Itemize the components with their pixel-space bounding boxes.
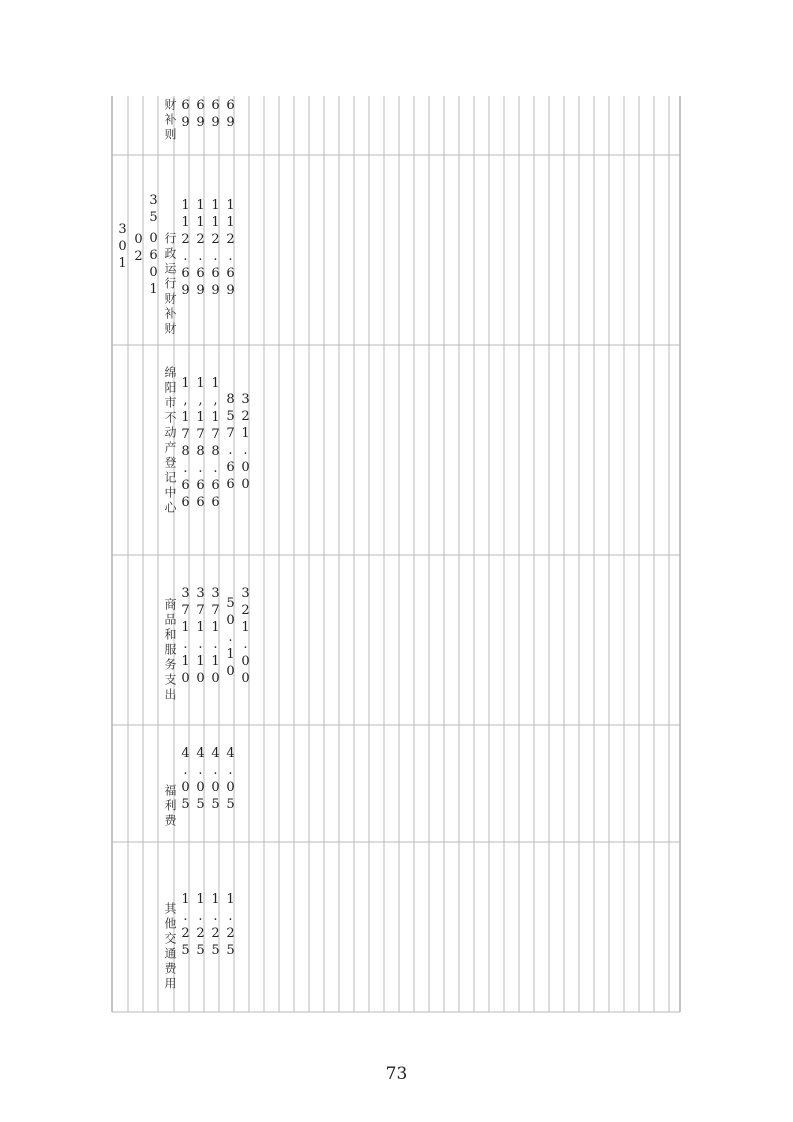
row4-value-4: 50.10 bbox=[223, 596, 238, 681]
row1-value-4: 69 bbox=[223, 98, 238, 132]
row1-value-1: 69 bbox=[178, 98, 193, 132]
row3-value-5: 321.00 bbox=[238, 392, 253, 494]
row2-code-class: 301 bbox=[115, 222, 130, 273]
row5-value-4: 4.05 bbox=[223, 746, 238, 814]
row6-label: 其他交通费用 bbox=[163, 902, 177, 992]
row3-value-1: 1,178.66 bbox=[178, 376, 193, 512]
row4-value-3: 371.10 bbox=[208, 586, 223, 688]
row5-label: 福利费 bbox=[163, 784, 177, 829]
row2-value-3: 112.69 bbox=[208, 198, 223, 300]
row6-value-2: 1.25 bbox=[193, 892, 208, 960]
row4-label: 商品和服务支出 bbox=[163, 598, 177, 703]
row1-label: 财补则 bbox=[163, 98, 177, 143]
row2-code-item: 02 bbox=[131, 232, 146, 266]
row3-value-2: 1,178.66 bbox=[193, 376, 208, 512]
row6-value-4: 1.25 bbox=[223, 892, 238, 960]
page-number: 73 bbox=[385, 1064, 408, 1084]
row2-value-4: 112.69 bbox=[223, 198, 238, 300]
row4-value-2: 371.10 bbox=[193, 586, 208, 688]
row6-value-1: 1.25 bbox=[178, 892, 193, 960]
row1-value-3: 69 bbox=[208, 98, 223, 132]
row1-value-2: 69 bbox=[193, 98, 208, 132]
row2-value-2: 112.69 bbox=[193, 198, 208, 300]
row3-label: 绵阳市不动产登记中心 bbox=[163, 366, 177, 516]
row2-label: 行政运行财补财 bbox=[163, 232, 177, 337]
row3-value-4: 857.66 bbox=[223, 392, 238, 494]
row4-value-1: 371.10 bbox=[178, 586, 193, 688]
row5-value-2: 4.05 bbox=[193, 746, 208, 814]
row3-value-3: 1,178.66 bbox=[208, 376, 223, 512]
row5-value-3: 4.05 bbox=[208, 746, 223, 814]
row2-code-dept: 35 bbox=[146, 193, 161, 227]
row5-value-1: 4.05 bbox=[178, 746, 193, 814]
row4-value-5: 321.00 bbox=[238, 586, 253, 688]
row6-value-3: 1.25 bbox=[208, 892, 223, 960]
row2-code-func: 0601 bbox=[146, 231, 161, 299]
row2-value-1: 112.69 bbox=[178, 198, 193, 300]
